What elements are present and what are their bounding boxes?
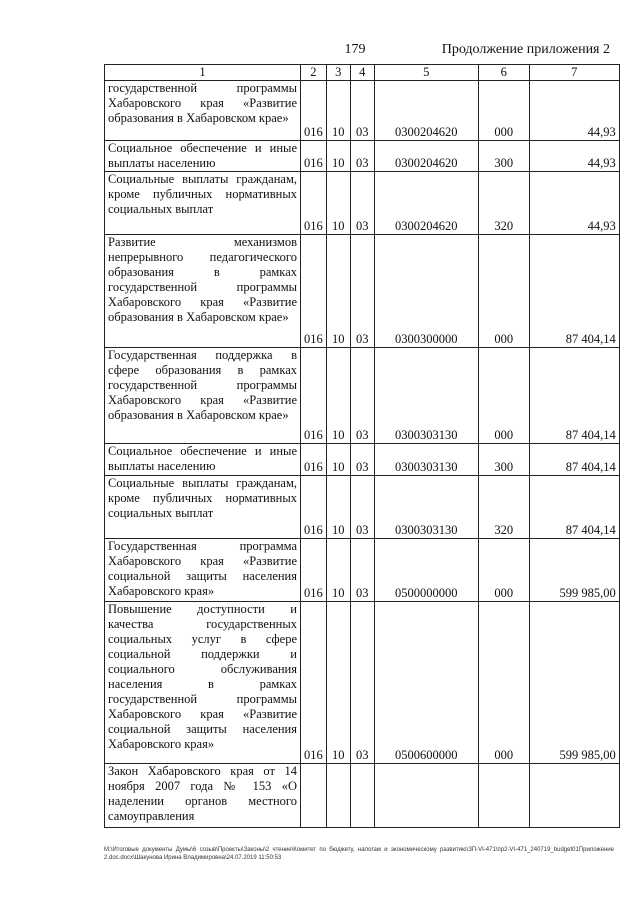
item-name: Социальное обеспечение и иные выплаты населению [105,444,301,476]
ministry-code: 016 [301,539,327,602]
section-code: 10 [326,444,350,476]
subsection-code: 03 [350,539,374,602]
table-row [105,235,620,348]
expense-type-code: 000 [478,539,529,602]
column-header: 6 [478,65,529,81]
amount: 44,93 [529,172,619,235]
target-article-code: 0300204620 [374,81,478,141]
ministry-code [301,764,327,828]
subsection-code: 03 [350,172,374,235]
target-article-code: 0500000000 [374,539,478,602]
amount [529,764,619,828]
expense-type-code: 000 [478,348,529,444]
target-article-code: 0300303130 [374,444,478,476]
page-number: 179 [344,42,366,57]
table-row [105,539,620,602]
item-name: Государственная программа Хабаровского края «Развитие социальной защиты населения Хабаровского края» [105,539,301,602]
column-header: 4 [350,65,374,81]
file-path-footer: М:\Итоговые документы Думы\6 созыв\Проекты\Законы\2 чтение\Комитет по бюджету, налогам и экономическому развитию\ЗП-VI-471\пр2-VI-471_240719_budget01Приложение 2.doc.docx\Шакунова Ирина Владимировна\24.07.2019 11:50:53 [104,847,614,861]
column-header: 1 [105,65,301,81]
expense-type-code: 000 [478,235,529,348]
item-name: Развитие механизмов непрерывного педагогического образования в рамках государственной программы Хабаровского края «Развитие образования в Хабаровском крае» [105,235,301,348]
expense-type-code [478,764,529,828]
subsection-code: 03 [350,235,374,348]
column-header: 2 [301,65,327,81]
table-row [105,444,620,476]
column-header: 5 [374,65,478,81]
table-row [105,141,620,172]
target-article-code: 0300204620 [374,141,478,172]
amount: 87 404,14 [529,348,619,444]
table-row [105,81,620,141]
target-article-code: 0300303130 [374,348,478,444]
subsection-code: 03 [350,602,374,764]
section-code: 10 [326,539,350,602]
amount: 599 985,00 [529,602,619,764]
target-article-code [374,764,478,828]
subsection-code [350,764,374,828]
section-code: 10 [326,235,350,348]
subsection-code: 03 [350,81,374,141]
amount: 87 404,14 [529,444,619,476]
section-code: 10 [326,602,350,764]
subsection-code: 03 [350,476,374,539]
item-name: Социальные выплаты гражданам, кроме публичных нормативных социальных выплат [105,476,301,539]
subsection-code: 03 [350,141,374,172]
section-code: 10 [326,348,350,444]
item-name: Государственная поддержка в сфере образования в рамках государственной программы Хабаровского края «Развитие образования в Хабаровском крае» [105,348,301,444]
item-name: Социальное обеспечение и иные выплаты населению [105,141,301,172]
section-code: 10 [326,172,350,235]
table-row [105,764,620,828]
ministry-code: 016 [301,348,327,444]
ministry-code: 016 [301,444,327,476]
target-article-code: 0300204620 [374,172,478,235]
table-row [105,348,620,444]
section-code: 10 [326,81,350,141]
column-header: 3 [326,65,350,81]
amount: 87 404,14 [529,235,619,348]
amount: 44,93 [529,81,619,141]
amount: 87 404,14 [529,476,619,539]
expense-type-code: 000 [478,81,529,141]
ministry-code: 016 [301,141,327,172]
target-article-code: 0300303130 [374,476,478,539]
ministry-code: 016 [301,235,327,348]
subsection-code: 03 [350,348,374,444]
ministry-code: 016 [301,476,327,539]
continuation-label: Продолжение приложения 2 [441,42,610,57]
table-row [105,602,620,764]
expense-type-code: 300 [478,141,529,172]
budget-table [104,64,620,828]
table-header-row [105,65,620,81]
subsection-code: 03 [350,444,374,476]
expense-type-code: 320 [478,172,529,235]
ministry-code: 016 [301,81,327,141]
item-name: Закон Хабаровского края от 14 ноября 2007 года № 153 «О наделении органов местного самоуправления [105,764,301,828]
amount: 599 985,00 [529,539,619,602]
table-row [105,476,620,539]
column-header: 7 [529,65,619,81]
amount: 44,93 [529,141,619,172]
table-row [105,172,620,235]
item-name: государственной программы Хабаровского края «Развитие образования в Хабаровском крае» [105,81,301,141]
section-code: 10 [326,476,350,539]
target-article-code: 0500600000 [374,602,478,764]
ministry-code: 016 [301,172,327,235]
target-article-code: 0300300000 [374,235,478,348]
item-name: Повышение доступности и качества государственных социальных услуг в сфере социальной поддержки и социального обслуживания населения в рамках государственной программы Хабаровского края «Развитие социальной защиты населения Хабаровского края» [105,602,301,764]
section-code: 10 [326,141,350,172]
item-name: Социальные выплаты гражданам, кроме публичных нормативных социальных выплат [105,172,301,235]
expense-type-code: 300 [478,444,529,476]
expense-type-code: 000 [478,602,529,764]
expense-type-code: 320 [478,476,529,539]
ministry-code: 016 [301,602,327,764]
section-code [326,764,350,828]
